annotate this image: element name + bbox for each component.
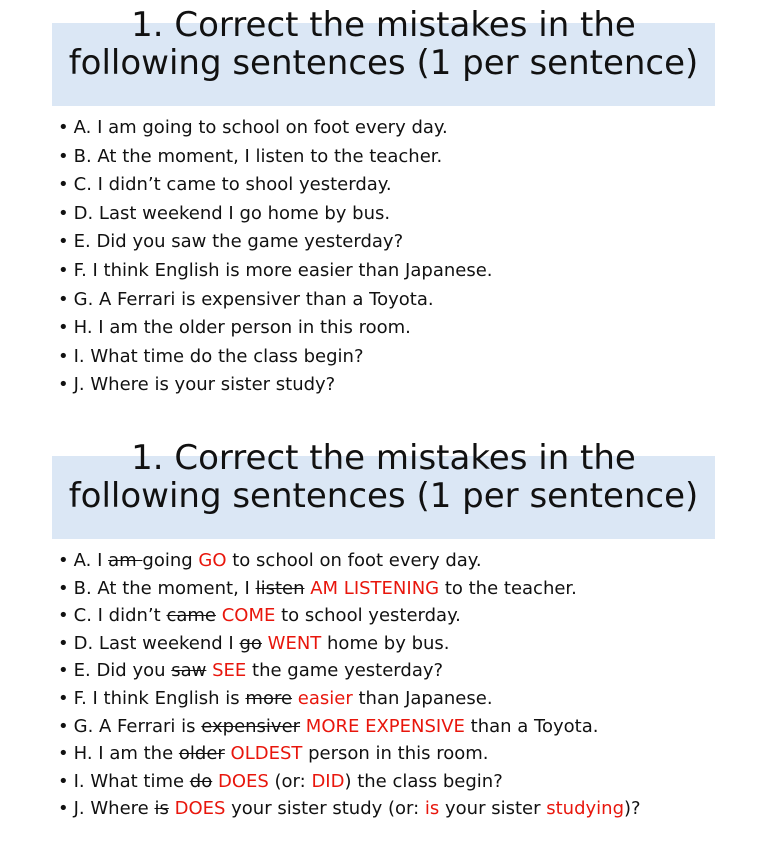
sentence-text: F. I think English is more easier than Japanese. [73, 259, 493, 281]
sentence-text: D. Last weekend I [73, 632, 240, 654]
correction-word: WENT [267, 632, 322, 654]
correction-item [58, 602, 641, 630]
struck-word: do [189, 770, 213, 792]
bullet-icon: • [58, 577, 69, 599]
correction-item [58, 657, 641, 685]
sentence-item [58, 314, 493, 343]
sentence-text: C. I didn’t came to shool yesterday. [73, 174, 392, 196]
correction-word: DOES [217, 770, 269, 792]
struck-word: more [245, 687, 293, 709]
sentence-text: E. Did you saw the game yesterday? [73, 231, 404, 253]
correction-word: DOES [174, 798, 226, 820]
bullet-icon: • [58, 288, 69, 310]
sentence-text: to school on foot every day. [226, 550, 482, 571]
bullet-icon: • [58, 259, 69, 281]
sentence-list [58, 114, 493, 400]
correction-item [58, 685, 641, 713]
bullet-icon: • [58, 231, 69, 253]
struck-word: listen [255, 577, 305, 599]
sentence-text: B. At the moment, I [73, 577, 256, 599]
bullet-icon: • [58, 798, 69, 820]
bullet-icon: • [58, 743, 69, 765]
sentence-text: than Japanese. [352, 687, 493, 709]
bullet-icon: • [58, 770, 69, 792]
bullet-icon: • [58, 345, 69, 367]
struck-word: am [108, 550, 143, 571]
bullet-icon: • [58, 605, 69, 627]
sentence-text: I. What time do the class begin? [73, 345, 364, 367]
sentence-item [58, 371, 493, 400]
struck-word: older [178, 743, 225, 765]
sentence-text: your sister [439, 798, 547, 820]
bullet-icon: • [58, 117, 69, 138]
bullet-icon: • [58, 550, 69, 571]
sentence-item [58, 343, 493, 372]
sentence-text: J. Where [73, 798, 155, 820]
sentence-text: going [142, 550, 199, 571]
sentence-text: home by bus. [321, 632, 450, 654]
sentence-text: E. Did you [73, 660, 172, 682]
sentence-text: C. I didn’t [73, 605, 167, 627]
slide-title: 1. Correct the mistakes in the following sentences (1 per sentence) [68, 438, 699, 516]
correction-item [58, 547, 641, 575]
bullet-icon: • [58, 660, 69, 682]
sentence-text: ) the class begin? [344, 770, 503, 792]
correction-word: GO [198, 550, 227, 571]
bullet-icon: • [58, 202, 69, 224]
struck-word: is [154, 798, 169, 820]
correction-word: easier [297, 687, 353, 709]
sentence-text: D. Last weekend I go home by bus. [73, 202, 391, 224]
sentence-item [58, 114, 493, 143]
sentence-text: your sister study (or: [225, 798, 425, 820]
correction-item [58, 713, 641, 741]
correction-word: DID [311, 770, 345, 792]
bullet-icon: • [58, 687, 69, 709]
sentence-text: H. I am the older person in this room. [73, 317, 411, 339]
correction-item [58, 768, 641, 796]
sentence-item [58, 286, 493, 315]
correction-item [58, 630, 641, 658]
correction-word: COME [221, 605, 276, 627]
correction-word: AM LISTENING [310, 577, 440, 599]
sentence-text: than a Toyota. [464, 715, 599, 737]
sentence-text: to school yesterday. [275, 605, 461, 627]
sentence-text: the game yesterday? [246, 660, 444, 682]
bullet-icon: • [58, 145, 69, 167]
sentence-text: )? [624, 798, 641, 820]
sentence-item [58, 200, 493, 229]
sentence-item [58, 228, 493, 257]
struck-word: go [239, 632, 262, 654]
bullet-icon: • [58, 715, 69, 737]
correction-item [58, 795, 641, 823]
sentence-item [58, 143, 493, 172]
sentence-text: A. I am going to school on foot every day. [73, 117, 448, 138]
correction-word: studying [546, 798, 624, 820]
sentence-text: G. A Ferrari is expensiver than a Toyota. [73, 288, 434, 310]
struck-word: expensiver [201, 715, 301, 737]
bullet-icon: • [58, 174, 69, 196]
correction-word: is [424, 798, 440, 820]
bullet-icon: • [58, 317, 69, 339]
sentence-text: I. What time [73, 770, 190, 792]
sentence-text: (or: [268, 770, 312, 792]
correction-word: OLDEST [230, 743, 303, 765]
correction-item [58, 740, 641, 768]
struck-word: came [166, 605, 216, 627]
correction-item [58, 575, 641, 603]
sentence-item [58, 171, 493, 200]
sentence-text: to the teacher. [439, 577, 577, 599]
sentence-text: B. At the moment, I listen to the teacher. [73, 145, 443, 167]
sentence-text: J. Where is your sister study? [73, 374, 336, 396]
correction-word: SEE [212, 660, 247, 682]
bullet-icon: • [58, 632, 69, 654]
slide-title: 1. Correct the mistakes in the following sentences (1 per sentence) [68, 5, 699, 83]
sentence-text: F. I think English is [73, 687, 246, 709]
sentence-item [58, 257, 493, 286]
sentence-text: A. I [73, 550, 109, 571]
correction-word: MORE EXPENSIVE [305, 715, 465, 737]
sentence-text: H. I am the [73, 743, 179, 765]
sentence-text: person in this room. [302, 743, 489, 765]
sentence-text: G. A Ferrari is [73, 715, 202, 737]
struck-word: saw [171, 660, 207, 682]
correction-list [58, 547, 641, 823]
bullet-icon: • [58, 374, 69, 396]
